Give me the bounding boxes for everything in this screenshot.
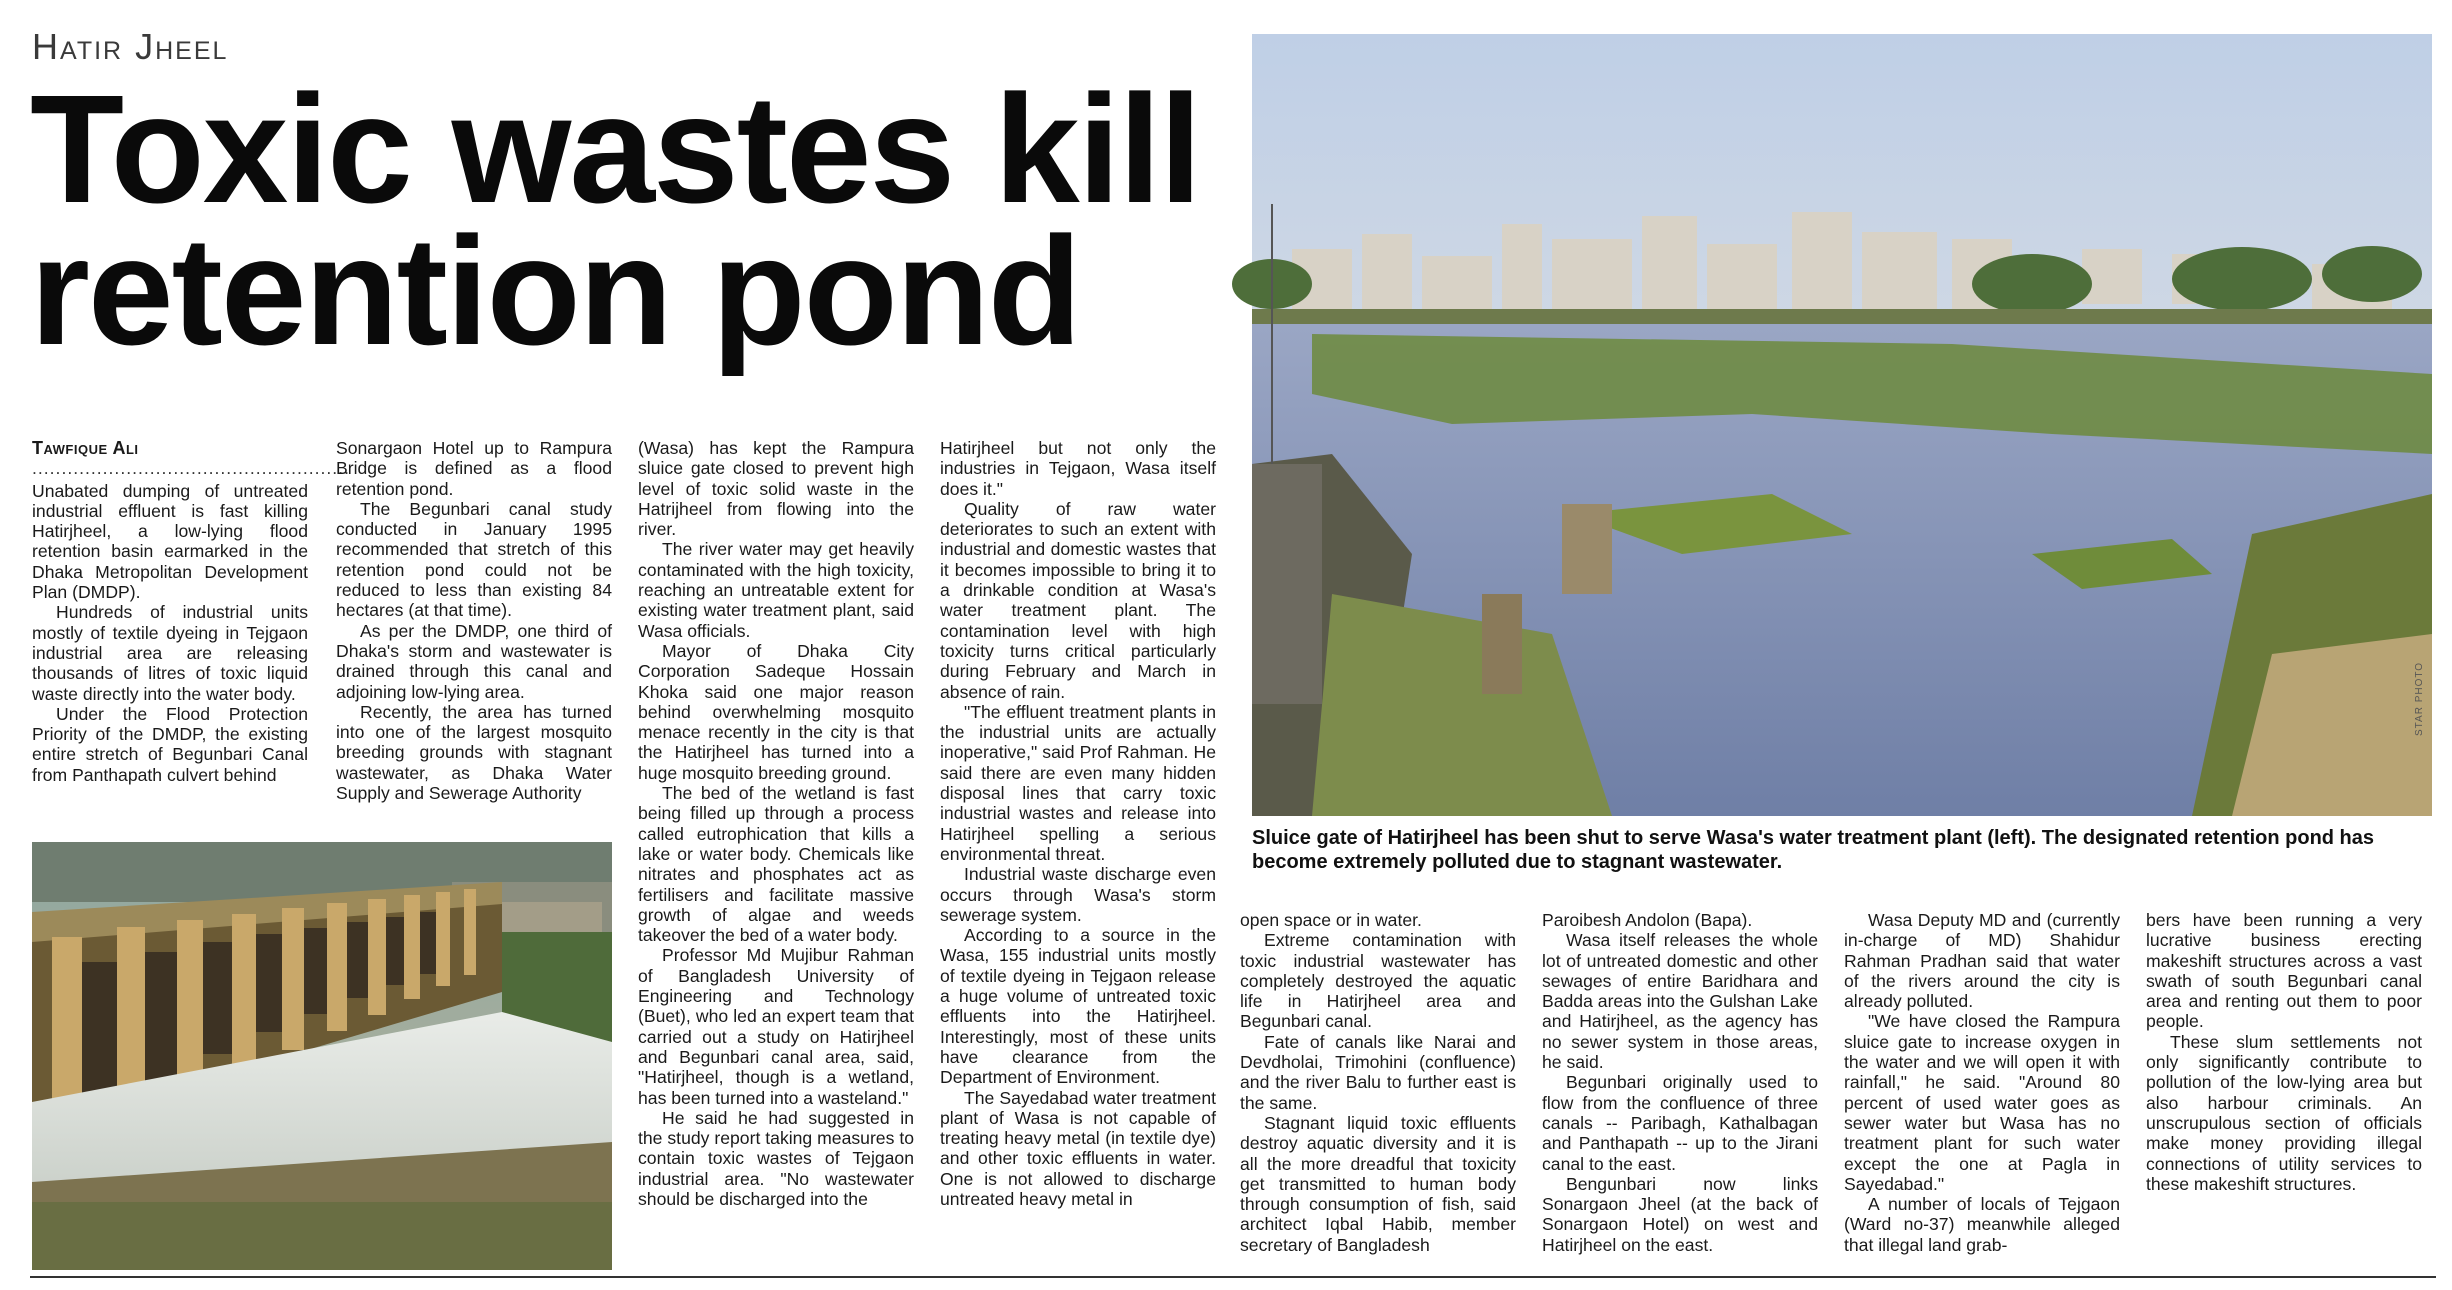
headline: Toxic wastes kill retention pond	[30, 63, 1201, 377]
section-kicker: Hatir Jheel	[32, 26, 229, 67]
paragraph: Sonargaon Hotel up to Rampura Bridge is defined as a flood retention pond.	[336, 438, 612, 499]
paragraph: Paroibesh Andolon (Bapa).	[1542, 910, 1753, 930]
paragraph: "The effluent treatment plants in the industrial units are actually inoperative," said Prof Rahman. He said there are even many hidden disposal lines that carry toxic industrial wastes and release into Hatirjheel spelling a serious environmental threat.	[940, 701, 1216, 864]
paragraph: The bed of the wetland is fast being filled up through a process called eutrophication that kills a lake or water body. Chemicals like nitrates and phosphates act as fertilisers and facilitate massive growth of algae and weeds takeover the bed of a water body.	[638, 783, 914, 946]
paragraph: The river water may get heavily contaminated with the high toxicity, reaching an untreatable extent for existing water treatment plant, said Wasa officials.	[638, 539, 914, 641]
retention-pond-image	[1252, 34, 2432, 816]
paragraph: Stagnant liquid toxic effluents destroy aquatic diversity and it is all the more dreadful that toxicity get transmitted to human body through consumption of fish, said architect Iqbal Habib, member secretary of Bangladesh	[1240, 1112, 1516, 1255]
paragraph: The Sayedabad water treatment plant of Wasa is not capable of treating heavy metal (in textile dye) and other toxic effluents in water. One is not allowed to discharge untreated heavy metal in	[940, 1087, 1216, 1209]
paragraph: Bengunbari now links Sonargaon Jheel (at the back of Sonargaon Hotel) on west and Hatirjheel on the east.	[1542, 1173, 1818, 1255]
paragraph: A number of locals of Tejgaon (Ward no-37) meanwhile alleged that illegal land grab-	[1844, 1194, 2120, 1255]
paragraph: Unabated dumping of untreated industrial effluent is fast killing Hatirjheel, a low-lying flood retention basin earmarked in the Dhaka Metropolitan Development Plan (DMDP).	[32, 480, 308, 603]
paragraph: Wasa Deputy MD and (currently in-charge of MD) Shahidur Rahman Pradhan said that water of the rivers around the city is already polluted.	[1844, 910, 2120, 1012]
paragraph: Mayor of Dhaka City Corporation Sadeque Hossain Khoka said one major reason behind overwhelming mosquito menace recently in the city is that the Hatirjheel has turned into a huge mosquito breeding ground.	[638, 640, 914, 783]
article-column-1	[32, 438, 350, 785]
retention-pond-photo	[1252, 34, 2432, 816]
paragraph: He said he had suggested in the study report taking measures to contain toxic wastes of Tejgaon industrial area. "No wastewater should be discharged into the	[638, 1107, 914, 1209]
article-column-4	[940, 438, 1216, 1209]
paragraph: Hundreds of industrial units mostly of textile dyeing in Tejgaon industrial area are releasing thousands of litres of toxic liquid waste directly into the water body.	[32, 602, 308, 704]
paragraph: Quality of raw water deteriorates to such an extent with industrial and domestic wastes that it becomes impossible to bring it to a drinkable condition at Wasa's water treatment plant. The contamination level with high toxicity turns critical particularly during February and March in absence of rain.	[940, 498, 1216, 702]
paragraph: Under the Flood Protection Priority of the DMDP, the existing entire stretch of Begunbari Canal from Panthapath culvert behind	[32, 703, 308, 785]
paragraph: Professor Md Mujibur Rahman of Bangladesh University of Engineering and Technology (Buet), who led an expert team that carried out a study on Hatirjheel and Begunbari canal area, said, "Hatirjheel, though is a wetland, has been turned into a wasteland."	[638, 945, 914, 1108]
photo-caption: Sluice gate of Hatirjheel has been shut to serve Wasa's water treatment plant (left). The designated retention pond has become extremely polluted due to stagnant wastewater.	[1252, 827, 2375, 873]
paragraph: Extreme contamination with toxic industrial wastewater has completely destroyed the aquatic life in Hatirjheel area and Begunbari canal.	[1240, 930, 1516, 1032]
paragraph: "We have closed the Rampura sluice gate to increase oxygen in the water and we will open it with rainfall," he said. "Around 80 percent of used water goes as sewer water but Wasa has no treatment plant for such water except the one at Pagla in Sayedabad."	[1844, 1011, 2120, 1194]
paragraph: Recently, the area has turned into one of the largest mosquito breeding grounds with stagnant wastewater, as Dhaka Water Supply and Sewerage Authority	[336, 701, 612, 804]
paragraph: (Wasa) has kept the Rampura sluice gate closed to prevent high level of toxic solid waste in the Hatrijheel from flowing into the river.	[638, 438, 914, 540]
sluice-gate-image	[32, 842, 612, 1270]
byline-rule: ......................................................	[32, 458, 350, 479]
paragraph: Industrial waste discharge even occurs through Wasa's storm sewerage system.	[940, 864, 1216, 925]
paragraph: Wasa itself releases the whole lot of untreated domestic and other sewages of entire Baridhara and Badda areas into the Gulshan Lake and Hatirjheel, as the agency has no sewer system in those areas, he said.	[1542, 930, 1818, 1073]
article-column-8	[2146, 910, 2422, 1194]
paragraph: These slum settlements not only significantly contribute to pollution of the low-lying area but also harbour criminals. An unscrupulous section of officials make money providing illegal connections of utility services to these makeshift structures.	[2146, 1031, 2422, 1194]
paragraph: bers have been running a very lucrative business erecting makeshift structures across a vast swath of south Begunbari canal area and renting out them to poor people.	[2146, 910, 2422, 1032]
paragraph: According to a source in the Wasa, 155 industrial units mostly of textile dyeing in Tejgaon release a huge volume of untreated toxic effluents into the Hatirjheel. Interestingly, most of these units have clearance from the Department of Environment.	[940, 925, 1216, 1088]
paragraph: Hatirjheel but not only the industries in Tejgaon, Wasa itself does it."	[940, 438, 1216, 499]
byline: Tawfique Ali	[32, 438, 139, 458]
paragraph: As per the DMDP, one third of Dhaka's storm and wastewater is drained through this canal and adjoining low-lying area.	[336, 620, 612, 702]
article-column-5	[1240, 910, 1516, 1255]
article-column-6	[1542, 910, 1818, 1255]
paragraph: Begunbari originally used to flow from the confluence of three canals -- Paribagh, Kathalbagan and Panthapath -- up to the Jirani canal to the east.	[1542, 1072, 1818, 1174]
article-column-7	[1844, 910, 2120, 1255]
paragraph: The Begunbari canal study conducted in January 1995 recommended that stretch of this retention pond could not be reduced to less than existing 84 hectares (at that time).	[336, 498, 612, 621]
page-bottom-rule	[30, 1276, 2436, 1278]
article-column-3	[638, 438, 914, 1209]
sluice-gate-photo	[32, 842, 612, 1270]
paragraph: Fate of canals like Narai and Devdholai, Trimohini (confluence) and the river Balu to further east is the same.	[1240, 1031, 1516, 1113]
article-column-2	[336, 438, 612, 803]
paragraph: open space or in water.	[1240, 910, 1422, 930]
photo-credit: STAR PHOTO	[2414, 661, 2425, 736]
